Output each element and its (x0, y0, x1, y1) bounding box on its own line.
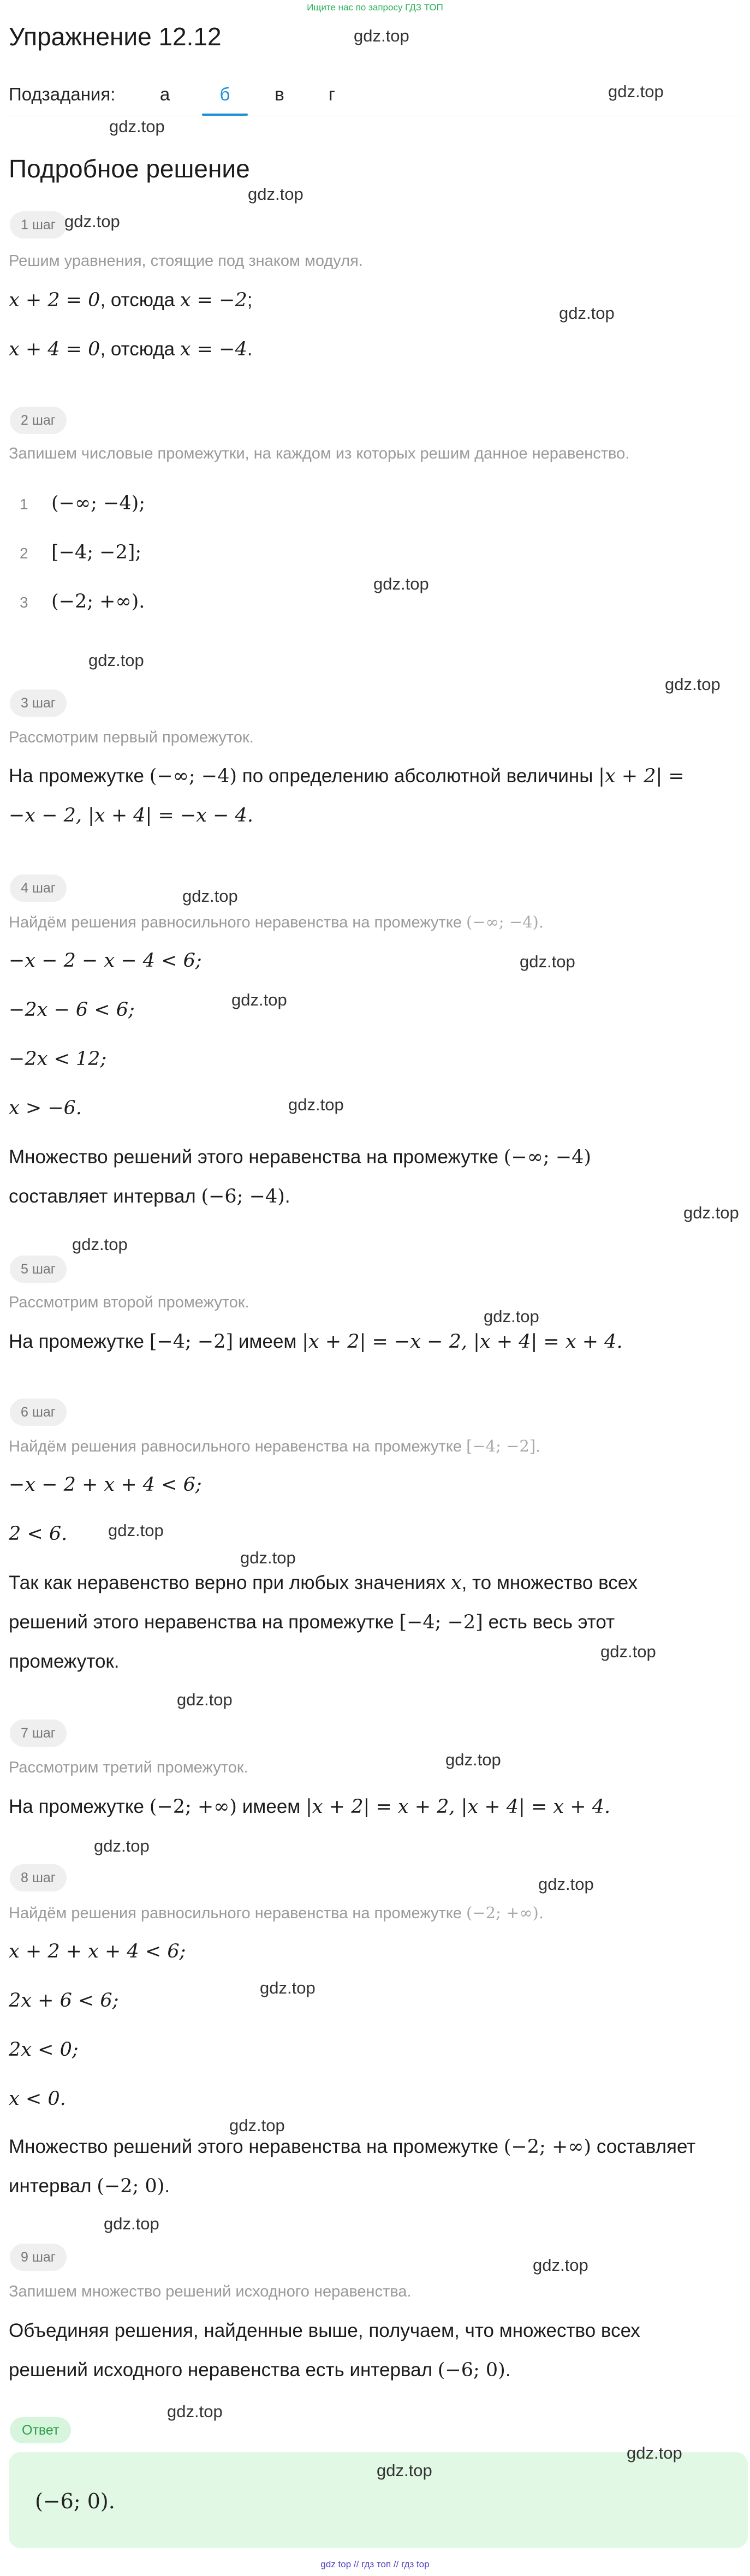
active-tab-indicator (202, 114, 248, 116)
watermark: gdz.top (608, 82, 664, 101)
solution-line: −x − 2 + x + 4 < 6; (9, 1474, 202, 1496)
step-badge: 4 шаг (10, 874, 67, 902)
step-badge: 2 шаг (10, 407, 67, 434)
tab-a[interactable]: а (159, 84, 170, 104)
watermark: gdz.top (108, 1521, 164, 1540)
solution-text: На промежутке (−2; +∞) имеем |x + 2| = x + 2, |x + 4| = x + 4. (9, 1796, 611, 1818)
step-hint: Найдём решения равносильного неравенства на промежутке [−4; −2]. (9, 1437, 541, 1455)
watermark: gdz.top (520, 952, 575, 971)
watermark: gdz.top (445, 1750, 501, 1769)
solution-line: −2x < 12; (9, 1048, 107, 1070)
solution-text: промежуток. (9, 1651, 120, 1672)
answer-badge: Ответ (10, 2417, 71, 2443)
solution-line: x > −6. (9, 1097, 82, 1119)
watermark: gdz.top (94, 1836, 150, 1855)
watermark: gdz.top (104, 2214, 159, 2233)
tab-v[interactable]: в (275, 84, 284, 104)
step-badge: 7 шаг (10, 1720, 67, 1747)
solution-line: x < 0. (9, 2088, 66, 2110)
watermark: gdz.top (354, 26, 409, 45)
watermark: gdz.top (683, 1203, 739, 1222)
solution-text: На промежутке (−∞; −4) по определению абсолютной величины |x + 2| = (9, 765, 684, 787)
step-hint: Решим уравнения, стоящие под знаком модуля. (9, 252, 363, 270)
step-badge: 3 шаг (10, 689, 67, 717)
solution-text: Множество решений этого неравенства на промежутке (−2; +∞) составляет (9, 2136, 696, 2158)
step-hint: Запишем числовые промежутки, на каждом из которых решим данное неравенство. (9, 445, 630, 462)
watermark: gdz.top (288, 1095, 344, 1114)
watermark: gdz.top (533, 2256, 588, 2275)
solution-text: составляет интервал (−6; −4). (9, 1186, 290, 1207)
watermark: gdz.top (64, 212, 120, 231)
solution-text: На промежутке [−4; −2] имеем |x + 2| = −x − 2, |x + 4| = x + 4. (9, 1331, 623, 1353)
step-hint: Рассмотрим третий промежуток. (9, 1759, 248, 1776)
watermark: gdz.top (177, 1690, 233, 1709)
step-hint: Найдём решения равносильного неравенства на промежутке (−∞; −4). (9, 913, 544, 931)
watermark: gdz.top (167, 2402, 223, 2421)
answer-value: (−6; 0). (35, 2489, 115, 2513)
solution-text: решений этого неравенства на промежутке [−4; −2] есть весь этот (9, 1611, 615, 1633)
solution-text: Так как неравенство верно при любых значениях x, то множество всех (9, 1572, 638, 1594)
step-badge: 6 шаг (10, 1399, 67, 1426)
step-hint: Рассмотрим второй промежуток. (9, 1294, 249, 1311)
watermark: gdz.top (377, 2461, 432, 2480)
solution-line: 2 < 6. (9, 1523, 68, 1545)
watermark: gdz.top (109, 117, 165, 136)
subtask-label: Подзадания: (9, 84, 116, 104)
step-hint: Найдём решения равносильного неравенства на промежутке (−2; +∞). (9, 1903, 544, 1922)
solution-heading: Подробное решение (9, 154, 250, 183)
solution-line: x + 4 = 0, отсюда x = −4. (9, 338, 253, 360)
solution-line: −x − 2 − x − 4 < 6; (9, 950, 202, 972)
solution-text: Объединяя решения, найденные выше, получаем, что множество всех (9, 2320, 640, 2341)
watermark: gdz.top (72, 1235, 128, 1254)
watermark: gdz.top (229, 2116, 285, 2135)
solution-line: x + 2 = 0, отсюда x = −2; (9, 289, 253, 311)
step-badge: 5 шаг (10, 1256, 67, 1283)
watermark: gdz.top (627, 2443, 682, 2462)
solution-text: Множество решений этого неравенства на промежутке (−∞; −4) (9, 1146, 592, 1168)
watermark: gdz.top (88, 651, 144, 670)
solution-line: 2x < 0; (9, 2039, 79, 2061)
solution-text: интервал (−2; 0). (9, 2175, 170, 2197)
solution-line: x + 2 + x + 4 < 6; (9, 1941, 186, 1962)
watermark: gdz.top (231, 990, 287, 1009)
watermark: gdz.top (240, 1548, 296, 1567)
solution-text: −x − 2, |x + 4| = −x − 4. (9, 805, 253, 826)
footer-links: gdz top // гдз топ // гдз top (320, 2559, 430, 2569)
tab-g[interactable]: г (328, 84, 336, 104)
list-item: 2 [−4; −2]; (20, 542, 142, 563)
watermark: gdz.top (484, 1307, 539, 1326)
search-banner: Ищите нас по запросу ГДЗ ТОП (307, 2, 443, 13)
watermark: gdz.top (373, 574, 429, 593)
step-hint: Рассмотрим первый промежуток. (9, 729, 254, 746)
watermark: gdz.top (559, 304, 615, 323)
page-title: Упражнение 12.12 (9, 22, 222, 51)
watermark: gdz.top (260, 1978, 316, 1997)
tab-b[interactable]: б (219, 84, 230, 104)
watermark: gdz.top (600, 1642, 656, 1661)
list-item: 1 (−∞; −4); (20, 492, 146, 514)
solution-line: 2x + 6 < 6; (9, 1990, 119, 2012)
watermark: gdz.top (665, 675, 721, 694)
solution-line: −2x − 6 < 6; (9, 999, 135, 1021)
step-badge: 8 шаг (10, 1864, 67, 1891)
solution-text: решений исходного неравенства есть интервал (−6; 0). (9, 2359, 511, 2381)
watermark: gdz.top (538, 1875, 594, 1894)
list-item: 3 (−2; +∞). (20, 591, 145, 612)
step-badge: 1 шаг (10, 211, 67, 239)
watermark: gdz.top (182, 887, 238, 906)
watermark: gdz.top (248, 185, 303, 204)
step-hint: Запишем множество решений исходного неравенства. (9, 2283, 412, 2300)
step-badge: 9 шаг (10, 2244, 67, 2271)
